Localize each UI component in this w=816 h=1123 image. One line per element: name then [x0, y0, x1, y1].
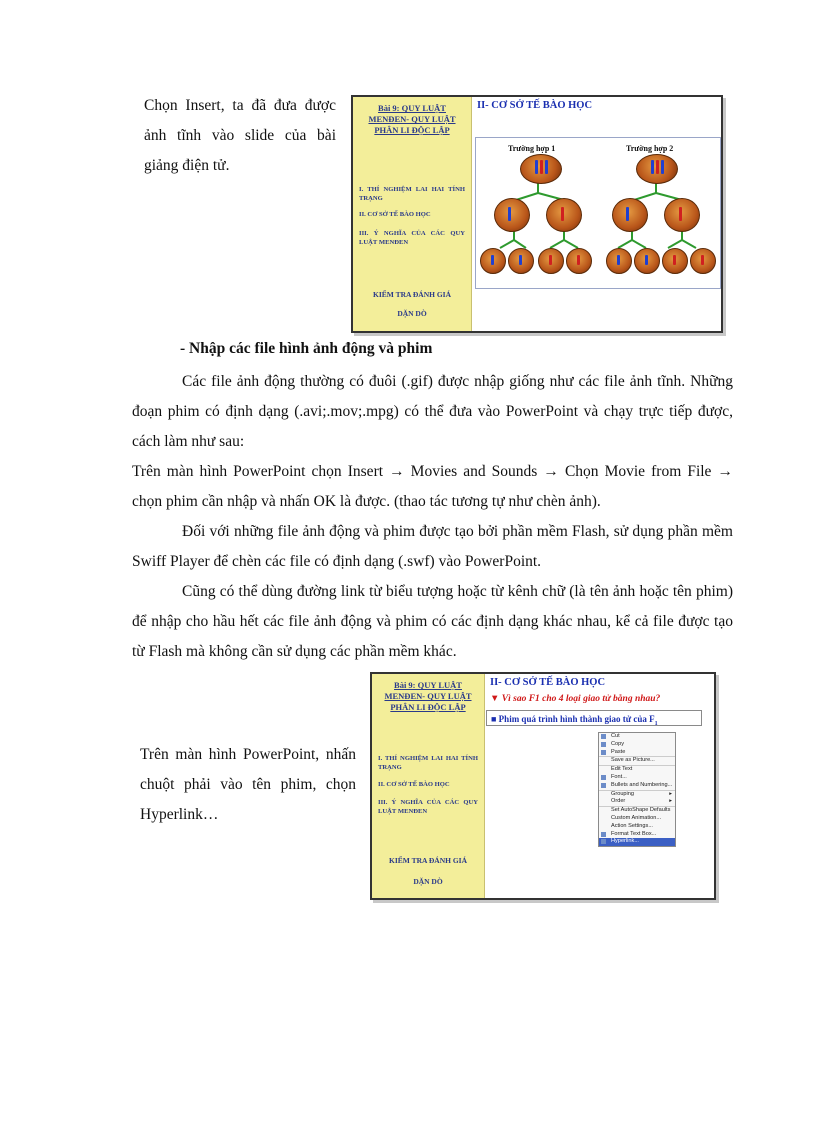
- menu-bullets[interactable]: Bullets and Numbering...: [599, 782, 675, 790]
- menu-format-text-box[interactable]: Format Text Box...: [599, 831, 675, 839]
- menu-custom-animation[interactable]: Custom Animation...: [611, 814, 662, 821]
- slide-sidebar: [372, 674, 485, 898]
- menu-copy[interactable]: Copy: [599, 741, 675, 749]
- menu-grouping[interactable]: Grouping ▸: [599, 790, 675, 799]
- menu-order[interactable]: Order ▸: [611, 798, 672, 805]
- menu-font[interactable]: Font...: [599, 774, 675, 782]
- paragraph-hyperlink: Cũng có thể dùng đường link từ biểu tượng hoặc từ kênh chữ (là tên ảnh hoặc tên phim) để nhập cho hầu hết các file ảnh động và phim có các định dạng khác nhau, kể cả file được tạo từ Flash mà không cần sử dụng các phần mềm khác.: [132, 583, 733, 660]
- gamete-7: [662, 248, 688, 274]
- daughter-cell-3: [612, 198, 648, 232]
- case-2-label: Trường hợp 2: [626, 144, 674, 153]
- homework-label: DẶN DÒ: [397, 309, 427, 318]
- lesson-title: Bài 9: QUY LUẬT MENĐEN- QUY LUẬT PHÂN LI ĐỘC LẬP: [368, 103, 456, 135]
- menu-item-3: III. Ý NGHĨA CỦA CÁC QUY LUẬT MENĐEN: [359, 230, 465, 246]
- menu-item-3: III. Ý NGHĨA CỦA CÁC QUY LUẬT MENĐEN: [378, 799, 478, 815]
- parent-cell-1: [520, 154, 562, 184]
- movie-link-subscript: 1: [654, 720, 658, 727]
- menu-paste[interactable]: Paste: [599, 749, 675, 757]
- gamete-2: [508, 248, 534, 274]
- daughter-cell-4: [664, 198, 700, 232]
- slide-sidebar: [353, 97, 472, 331]
- gamete-1: [480, 248, 506, 274]
- daughter-cell-2: [546, 198, 582, 232]
- lesson-title: Bài 9: QUY LUẬT MENĐEN- QUY LUẬT PHÂN LI ĐỘC LẬP: [384, 680, 472, 712]
- section-heading: - Nhập các file hình ảnh động và phim: [180, 340, 433, 357]
- gamete-8: [690, 248, 716, 274]
- context-menu: [598, 732, 676, 847]
- gamete-5: [606, 248, 632, 274]
- gamete-4: [566, 248, 592, 274]
- daughter-cell-1: [494, 198, 530, 232]
- movie-link[interactable]: [486, 710, 702, 726]
- movie-link-text: ■ Phim quá trình hình thành giao tử của F: [491, 714, 655, 724]
- parent-cell-2: [636, 154, 678, 184]
- slide-screenshot-1: [351, 95, 723, 333]
- case-1-label: Trường hợp 1: [508, 144, 556, 153]
- menu-save-as-picture[interactable]: Save as Picture...: [599, 756, 675, 765]
- menu-item-1: I. THÍ NGHIỆM LAI HAI TÍNH TRẠNG: [378, 755, 478, 771]
- assessment-label: KIỂM TRA ĐÁNH GIÁ: [389, 856, 467, 865]
- gamete-6: [634, 248, 660, 274]
- menu-edit-text[interactable]: Edit Text: [599, 765, 675, 774]
- assessment-label: KIỂM TRA ĐÁNH GIÁ: [373, 290, 451, 299]
- paragraph-flash: Đối với những file ảnh động và phim được tạo bởi phần mềm Flash, sử dụng phần mềm Swiff Player để chèn các file có định dạng (.swf) vào PowerPoint.: [132, 523, 733, 570]
- question-line: ▼ Vì sao F1 cho 4 loại giao tử bằng nhau?: [490, 694, 661, 704]
- genetics-diagram: [475, 137, 721, 289]
- gamete-3: [538, 248, 564, 274]
- slide-screenshot-2: [370, 672, 716, 900]
- menu-item-1: I. THÍ NGHIỆM LAI HAI TÍNH TRẠNG: [359, 186, 465, 202]
- hyperlink-instruction: Trên màn hình PowerPoint, nhấn chuột phải vào tên phim, chọn Hyperlink…: [140, 746, 356, 823]
- menu-set-defaults[interactable]: Set AutoShape Defaults: [599, 806, 675, 815]
- menu-item-2: II. CƠ SỞ TẾ BÀO HỌC: [378, 781, 450, 788]
- menu-action-settings[interactable]: Action Settings...: [611, 822, 653, 829]
- homework-label: DẶN DÒ: [413, 877, 443, 886]
- slide-heading: II- CƠ SỞ TẾ BÀO HỌC: [477, 100, 593, 111]
- menu-hyperlink[interactable]: Hyperlink...: [599, 838, 675, 846]
- menu-item-2: II. CƠ SỞ TẾ BÀO HỌC: [359, 211, 431, 218]
- paragraph-gif: Các file ảnh động thường có đuôi (.gif) được nhập giống như các file ảnh tĩnh. Những đoạn phim có định dạng (.avi;.mov;.mpg) có thể đưa vào PowerPoint và chạy trực tiếp được, cách làm như sau:: [132, 373, 733, 450]
- slide-heading: II- CƠ SỞ TẾ BÀO HỌC: [490, 677, 606, 688]
- intro-paragraph: Chọn Insert, ta đã đưa được ảnh tĩnh vào slide của bài giảng điện tử.: [144, 97, 336, 174]
- menu-cut[interactable]: Cut: [599, 733, 675, 741]
- paragraph-insert-movie: Trên màn hình PowerPoint chọn Insert → Movies and Sounds → Chọn Movie from File → chọn phim cần nhập và nhấn OK là được. (thao tác tương tự như chèn ảnh).: [132, 463, 733, 510]
